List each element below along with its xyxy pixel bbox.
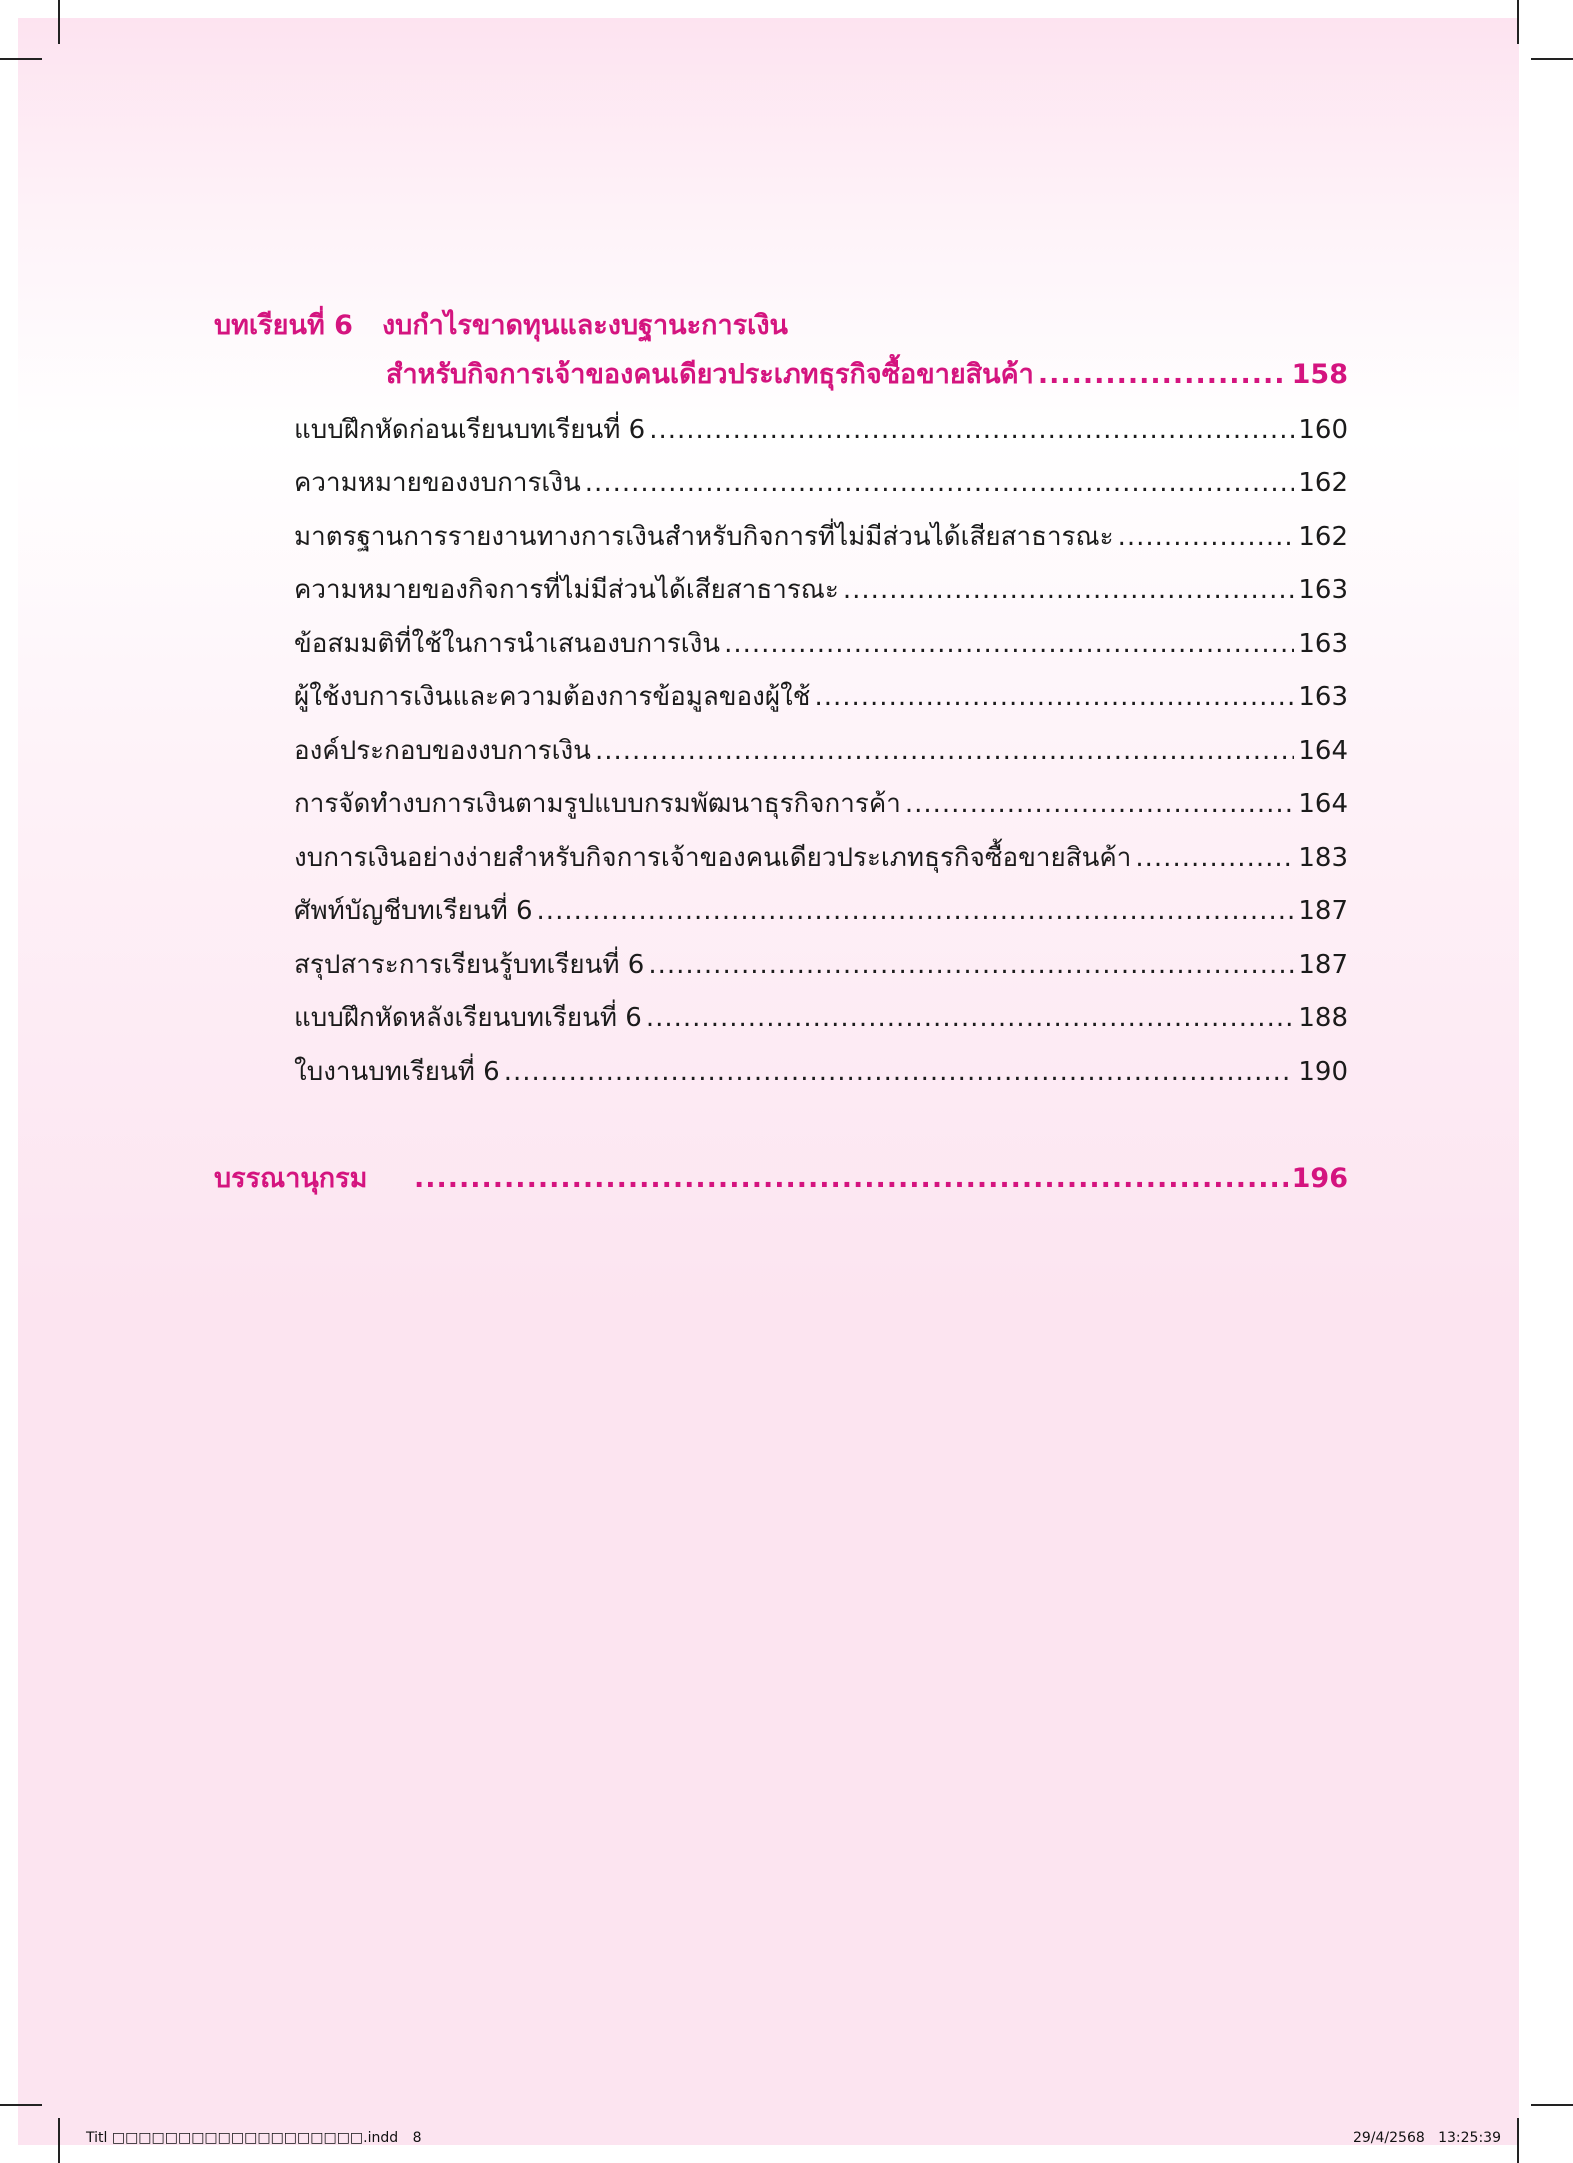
toc-entry-title: ศัพท์บัญชีบทเรียนที่ 6 — [294, 896, 533, 926]
file-name: Titl □□□□□□□□□□□□□□□□□□□.indd — [86, 2130, 399, 2146]
chapter-title-line1: งบกำไรขาดทุนและงบฐานะการเงิน — [382, 310, 788, 341]
toc-entry-page: 163 — [1298, 575, 1348, 605]
print-slug-file — [86, 2130, 422, 2146]
chapter-page-number: 158 — [1291, 359, 1348, 390]
toc-entry[interactable] — [294, 729, 1348, 773]
bibliography-row[interactable] — [214, 1157, 1348, 1201]
toc-entry-page: 164 — [1298, 736, 1348, 766]
toc-entry[interactable] — [294, 836, 1348, 880]
toc-entry[interactable] — [294, 515, 1348, 559]
toc-entry-page: 163 — [1298, 682, 1348, 712]
chapter-title-line2: สำหรับกิจการเจ้าของคนเดียวประเภทธุรกิจซื้อขายสินค้า — [386, 359, 1034, 390]
toc-entry-page: 183 — [1298, 843, 1348, 873]
bibliography-title: บรรณานุกรม — [214, 1163, 368, 1194]
print-slug-timestamp: 29/4/2568 13:25:39 — [1352, 2130, 1501, 2146]
toc-entry-title: แบบฝึกหัดหลังเรียนบทเรียนที่ 6 — [294, 1003, 642, 1033]
toc-entry[interactable] — [294, 568, 1348, 612]
toc-entry[interactable] — [294, 889, 1348, 933]
toc-entry[interactable] — [294, 1050, 1348, 1094]
toc-entry[interactable] — [294, 675, 1348, 719]
leader-dots — [1135, 836, 1294, 880]
leader-dots — [504, 1050, 1295, 1094]
bibliography-page: 196 — [1291, 1163, 1348, 1194]
leader-dots — [595, 729, 1294, 773]
toc-entry-page: 160 — [1298, 415, 1348, 445]
toc-entry-page: 162 — [1298, 468, 1348, 498]
leader-dots — [724, 622, 1294, 666]
leader-dots — [414, 1157, 1288, 1201]
toc-entry-page: 164 — [1298, 789, 1348, 819]
toc-entry-title: ข้อสมมติที่ใช้ในการนำเสนองบการเงิน — [294, 629, 721, 659]
toc-entry-page: 190 — [1298, 1057, 1348, 1087]
toc-entry-title: ความหมายของงบการเงิน — [294, 468, 581, 498]
toc-entry-page: 187 — [1298, 896, 1348, 926]
toc-entry-title: ผู้ใช้งบการเงินและความต้องการข้อมูลของผู้ใช้ — [294, 682, 811, 712]
leader-dots — [843, 568, 1294, 612]
toc-entry[interactable] — [294, 622, 1348, 666]
leader-dots — [1038, 353, 1288, 397]
toc-entry[interactable] — [294, 408, 1348, 452]
toc-entry[interactable] — [294, 943, 1348, 987]
leader-dots — [537, 889, 1295, 933]
slug-page-number: 8 — [412, 2130, 422, 2146]
leader-dots — [905, 782, 1295, 826]
toc-entry-title: องค์ประกอบของงบการเงิน — [294, 736, 591, 766]
toc-entry[interactable] — [294, 996, 1348, 1040]
leader-dots — [585, 461, 1295, 505]
toc-entry[interactable] — [294, 782, 1348, 826]
toc-entry-title: การจัดทำงบการเงินตามรูปแบบกรมพัฒนาธุรกิจการค้า — [294, 789, 901, 819]
leader-dots — [1118, 515, 1295, 559]
chapter-title-line2-row[interactable] — [386, 353, 1348, 397]
toc-entry-title: แบบฝึกหัดก่อนเรียนบทเรียนที่ 6 — [294, 415, 646, 445]
toc-entry-page: 163 — [1298, 629, 1348, 659]
leader-dots — [648, 943, 1294, 987]
toc-entry-title: ความหมายของกิจการที่ไม่มีส่วนได้เสียสาธารณะ — [294, 575, 839, 605]
toc-entry-title: มาตรฐานการรายงานทางการเงินสำหรับกิจการที่ไม่มีส่วนได้เสียสาธารณะ — [294, 522, 1114, 552]
toc-entry-page: 187 — [1298, 950, 1348, 980]
leader-dots — [814, 675, 1294, 719]
chapter-label: บทเรียนที่ 6 — [214, 310, 353, 341]
toc-entry-page: 162 — [1298, 522, 1348, 552]
toc-entry[interactable] — [294, 461, 1348, 505]
chapter-heading — [214, 304, 788, 348]
toc-entry-title: สรุปสาระการเรียนรู้บทเรียนที่ 6 — [294, 950, 645, 980]
leader-dots — [649, 408, 1294, 452]
toc-entry-page: 188 — [1298, 1003, 1348, 1033]
toc-entry-title: ใบงานบทเรียนที่ 6 — [294, 1057, 500, 1087]
leader-dots — [646, 996, 1295, 1040]
toc-entry-title: งบการเงินอย่างง่ายสำหรับกิจการเจ้าของคนเดียวประเภทธุรกิจซื้อขายสินค้า — [294, 843, 1132, 873]
